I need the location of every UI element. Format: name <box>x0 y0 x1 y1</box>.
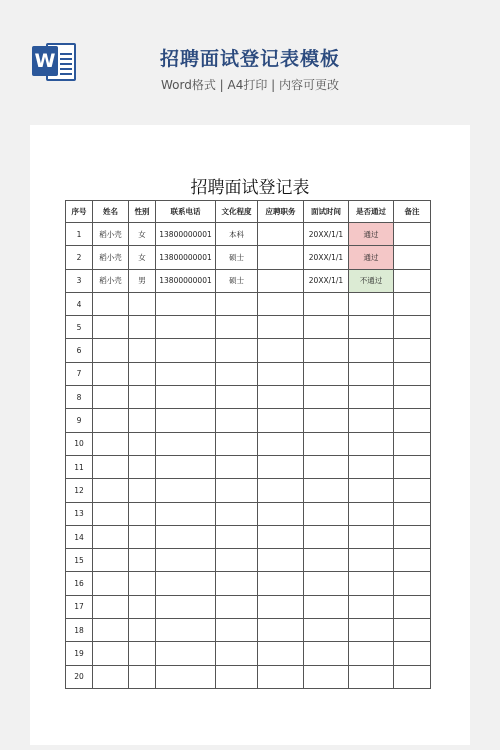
table-cell[interactable] <box>304 362 349 385</box>
table-cell[interactable] <box>304 479 349 502</box>
column-header: 性别 <box>129 201 156 223</box>
table-cell[interactable] <box>156 502 216 525</box>
table-cell[interactable] <box>394 642 431 665</box>
table-cell[interactable]: 5 <box>66 316 93 339</box>
table-cell[interactable] <box>258 409 304 432</box>
table-cell[interactable] <box>258 386 304 409</box>
table-cell[interactable] <box>258 432 304 455</box>
table-row <box>66 269 431 292</box>
table-row <box>66 572 431 595</box>
table-cell[interactable] <box>216 339 258 362</box>
table-cell[interactable]: 女 <box>129 246 156 269</box>
table-cell[interactable] <box>349 595 394 618</box>
table-cell[interactable]: 6 <box>66 339 93 362</box>
table-cell[interactable] <box>216 595 258 618</box>
table-cell[interactable] <box>394 549 431 572</box>
table-cell[interactable] <box>156 665 216 688</box>
table-cell[interactable] <box>258 223 304 246</box>
table-cell[interactable] <box>258 292 304 315</box>
column-header: 是否通过 <box>349 201 394 223</box>
table-cell[interactable] <box>216 409 258 432</box>
table-row <box>66 619 431 642</box>
table-cell[interactable]: 11 <box>66 455 93 478</box>
column-header: 文化程度 <box>216 201 258 223</box>
table-cell[interactable]: 7 <box>66 362 93 385</box>
table-cell[interactable] <box>258 665 304 688</box>
table-cell[interactable] <box>394 572 431 595</box>
table-cell[interactable]: 13 <box>66 502 93 525</box>
table-cell[interactable]: 20XX/1/1 <box>304 269 349 292</box>
table-cell[interactable] <box>93 595 129 618</box>
table-cell[interactable] <box>394 455 431 478</box>
table-cell[interactable] <box>93 619 129 642</box>
table-cell[interactable] <box>156 595 216 618</box>
table-cell[interactable] <box>156 642 216 665</box>
table-cell[interactable] <box>349 292 394 315</box>
table-cell[interactable] <box>258 339 304 362</box>
table-cell[interactable]: 20XX/1/1 <box>304 223 349 246</box>
table-cell[interactable] <box>156 619 216 642</box>
table-cell[interactable] <box>216 572 258 595</box>
table-cell[interactable]: 男 <box>129 269 156 292</box>
table-cell[interactable] <box>304 665 349 688</box>
table-cell[interactable] <box>156 362 216 385</box>
column-header: 序号 <box>66 201 93 223</box>
table-cell[interactable]: 15 <box>66 549 93 572</box>
table-cell[interactable] <box>258 549 304 572</box>
table-cell[interactable]: 18 <box>66 619 93 642</box>
table-cell[interactable] <box>304 455 349 478</box>
table-cell[interactable] <box>129 339 156 362</box>
table-cell[interactable] <box>156 455 216 478</box>
table-cell[interactable] <box>258 619 304 642</box>
table-cell[interactable] <box>93 479 129 502</box>
table-cell[interactable]: 19 <box>66 642 93 665</box>
table-row <box>66 386 431 409</box>
table-cell[interactable]: 12 <box>66 479 93 502</box>
table-cell[interactable] <box>394 339 431 362</box>
table-cell[interactable] <box>216 362 258 385</box>
table-cell[interactable] <box>216 619 258 642</box>
table-cell[interactable] <box>349 455 394 478</box>
table-cell[interactable] <box>258 479 304 502</box>
table-row <box>66 432 431 455</box>
table-cell[interactable] <box>258 595 304 618</box>
table-cell[interactable] <box>129 409 156 432</box>
table-cell[interactable] <box>216 316 258 339</box>
table-cell[interactable] <box>394 479 431 502</box>
table-cell[interactable] <box>304 316 349 339</box>
column-header: 面试时间 <box>304 201 349 223</box>
table-cell[interactable] <box>394 223 431 246</box>
table-cell[interactable] <box>304 339 349 362</box>
table-row <box>66 595 431 618</box>
table-cell[interactable]: 不通过 <box>349 269 394 292</box>
table-cell[interactable] <box>304 572 349 595</box>
table-cell[interactable] <box>129 316 156 339</box>
table-cell[interactable] <box>129 386 156 409</box>
table-cell[interactable]: 稻小壳 <box>93 223 129 246</box>
table-cell[interactable] <box>156 479 216 502</box>
table-cell[interactable] <box>304 502 349 525</box>
table-cell[interactable]: 13800000001 <box>156 269 216 292</box>
table-row <box>66 549 431 572</box>
table-cell[interactable] <box>394 619 431 642</box>
table-cell[interactable] <box>156 292 216 315</box>
table-cell[interactable] <box>258 455 304 478</box>
table-cell[interactable] <box>129 642 156 665</box>
table-cell[interactable] <box>394 502 431 525</box>
word-badge-icon: W <box>32 46 58 76</box>
table-cell[interactable] <box>129 595 156 618</box>
table-cell[interactable] <box>304 549 349 572</box>
table-cell[interactable] <box>93 316 129 339</box>
table-cell[interactable]: 通过 <box>349 223 394 246</box>
table-cell[interactable] <box>349 386 394 409</box>
table-cell[interactable] <box>349 642 394 665</box>
table-cell[interactable] <box>258 502 304 525</box>
registration-table <box>65 200 431 689</box>
table-cell[interactable] <box>349 619 394 642</box>
table-cell[interactable] <box>349 362 394 385</box>
table-cell[interactable] <box>216 665 258 688</box>
table-cell[interactable] <box>93 502 129 525</box>
table-header-row <box>66 201 431 223</box>
table-row <box>66 525 431 548</box>
table-cell[interactable] <box>349 502 394 525</box>
table-cell[interactable] <box>216 455 258 478</box>
table-cell[interactable] <box>349 665 394 688</box>
table-cell[interactable] <box>394 525 431 548</box>
table-cell[interactable]: 4 <box>66 292 93 315</box>
table-cell[interactable] <box>216 525 258 548</box>
table-cell[interactable] <box>129 619 156 642</box>
table-cell[interactable] <box>156 549 216 572</box>
table-row <box>66 316 431 339</box>
table-cell[interactable]: 20 <box>66 665 93 688</box>
table-cell[interactable]: 硕士 <box>216 246 258 269</box>
column-header: 备注 <box>394 201 431 223</box>
table-cell[interactable] <box>304 619 349 642</box>
table-cell[interactable] <box>394 246 431 269</box>
table-cell[interactable]: 9 <box>66 409 93 432</box>
table-cell[interactable]: 13800000001 <box>156 246 216 269</box>
table-cell[interactable]: 本科 <box>216 223 258 246</box>
table-cell[interactable] <box>349 432 394 455</box>
table-row <box>66 665 431 688</box>
template-subtitle: Word格式 | A4打印 | 内容可更改 <box>160 78 340 92</box>
table-cell[interactable] <box>394 316 431 339</box>
table-cell[interactable] <box>156 316 216 339</box>
table-row <box>66 246 431 269</box>
table-cell[interactable] <box>216 479 258 502</box>
table-cell[interactable]: 稻小壳 <box>93 269 129 292</box>
table-cell[interactable] <box>258 246 304 269</box>
table-cell[interactable] <box>349 572 394 595</box>
table-cell[interactable] <box>156 572 216 595</box>
table-row <box>66 339 431 362</box>
table-cell[interactable]: 1 <box>66 223 93 246</box>
table-cell[interactable]: 17 <box>66 595 93 618</box>
table-cell[interactable]: 20XX/1/1 <box>304 246 349 269</box>
table-row <box>66 292 431 315</box>
table-cell[interactable] <box>93 409 129 432</box>
table-cell[interactable] <box>304 642 349 665</box>
table-cell[interactable] <box>349 479 394 502</box>
table-cell[interactable]: 女 <box>129 223 156 246</box>
table-row <box>66 502 431 525</box>
table-body <box>66 223 431 689</box>
table-cell[interactable] <box>394 409 431 432</box>
table-cell[interactable] <box>156 386 216 409</box>
table-cell[interactable] <box>129 502 156 525</box>
table-cell[interactable] <box>349 525 394 548</box>
table-cell[interactable] <box>216 386 258 409</box>
table-cell[interactable] <box>129 455 156 478</box>
table-cell[interactable] <box>129 665 156 688</box>
table-cell[interactable] <box>304 595 349 618</box>
table-cell[interactable] <box>129 292 156 315</box>
table-cell[interactable] <box>129 572 156 595</box>
table-cell[interactable] <box>304 432 349 455</box>
table-row <box>66 223 431 246</box>
table-cell[interactable] <box>129 549 156 572</box>
table-cell[interactable]: 稻小壳 <box>93 246 129 269</box>
table-cell[interactable]: 2 <box>66 246 93 269</box>
table-cell[interactable]: 8 <box>66 386 93 409</box>
table-cell[interactable] <box>258 642 304 665</box>
table-cell[interactable] <box>216 549 258 572</box>
table-cell[interactable] <box>93 292 129 315</box>
table-cell[interactable] <box>394 665 431 688</box>
table-cell[interactable] <box>258 362 304 385</box>
table-cell[interactable] <box>394 269 431 292</box>
table-cell[interactable] <box>258 269 304 292</box>
table-cell[interactable] <box>394 595 431 618</box>
template-title: 招聘面试登记表模板 <box>159 48 340 70</box>
table-cell[interactable] <box>216 432 258 455</box>
table-row <box>66 409 431 432</box>
table-cell[interactable] <box>156 339 216 362</box>
table-cell[interactable] <box>156 525 216 548</box>
table-row <box>66 642 431 665</box>
table-cell[interactable] <box>93 572 129 595</box>
table-cell[interactable] <box>394 386 431 409</box>
table-cell[interactable] <box>129 479 156 502</box>
table-cell[interactable]: 3 <box>66 269 93 292</box>
table-cell[interactable] <box>93 339 129 362</box>
column-header: 姓名 <box>93 201 129 223</box>
table-cell[interactable]: 16 <box>66 572 93 595</box>
table-cell[interactable] <box>93 642 129 665</box>
table-cell[interactable] <box>156 409 216 432</box>
table-cell[interactable]: 14 <box>66 525 93 548</box>
table-cell[interactable] <box>93 386 129 409</box>
table-cell[interactable] <box>93 665 129 688</box>
table-cell[interactable] <box>394 432 431 455</box>
table-cell[interactable] <box>93 549 129 572</box>
table-cell[interactable] <box>304 409 349 432</box>
table-cell[interactable] <box>349 339 394 362</box>
table-cell[interactable] <box>93 362 129 385</box>
table-row <box>66 479 431 502</box>
table-cell[interactable] <box>129 525 156 548</box>
table-cell[interactable] <box>156 432 216 455</box>
table-cell[interactable]: 硕士 <box>216 269 258 292</box>
table-cell[interactable] <box>258 316 304 339</box>
table-cell[interactable] <box>216 642 258 665</box>
table-cell[interactable] <box>349 549 394 572</box>
table-cell[interactable] <box>304 525 349 548</box>
template-header <box>0 0 500 110</box>
table-cell[interactable] <box>394 362 431 385</box>
table-row <box>66 362 431 385</box>
table-cell[interactable] <box>304 386 349 409</box>
table-cell[interactable] <box>93 455 129 478</box>
table-cell[interactable]: 10 <box>66 432 93 455</box>
table-cell[interactable] <box>304 292 349 315</box>
table-cell[interactable] <box>129 432 156 455</box>
table-cell[interactable]: 13800000001 <box>156 223 216 246</box>
table-cell[interactable] <box>93 525 129 548</box>
table-cell[interactable] <box>93 432 129 455</box>
table-cell[interactable] <box>349 316 394 339</box>
table-cell[interactable] <box>216 292 258 315</box>
column-header: 应聘职务 <box>258 201 304 223</box>
table-row <box>66 455 431 478</box>
column-header: 联系电话 <box>156 201 216 223</box>
document-page <box>30 125 470 745</box>
table-cell[interactable]: 通过 <box>349 246 394 269</box>
table-cell[interactable] <box>216 502 258 525</box>
table-cell[interactable] <box>258 525 304 548</box>
document-title: 招聘面试登记表 <box>190 178 310 198</box>
table-cell[interactable] <box>394 292 431 315</box>
table-cell[interactable] <box>349 409 394 432</box>
table-cell[interactable] <box>258 572 304 595</box>
table-cell[interactable] <box>129 362 156 385</box>
